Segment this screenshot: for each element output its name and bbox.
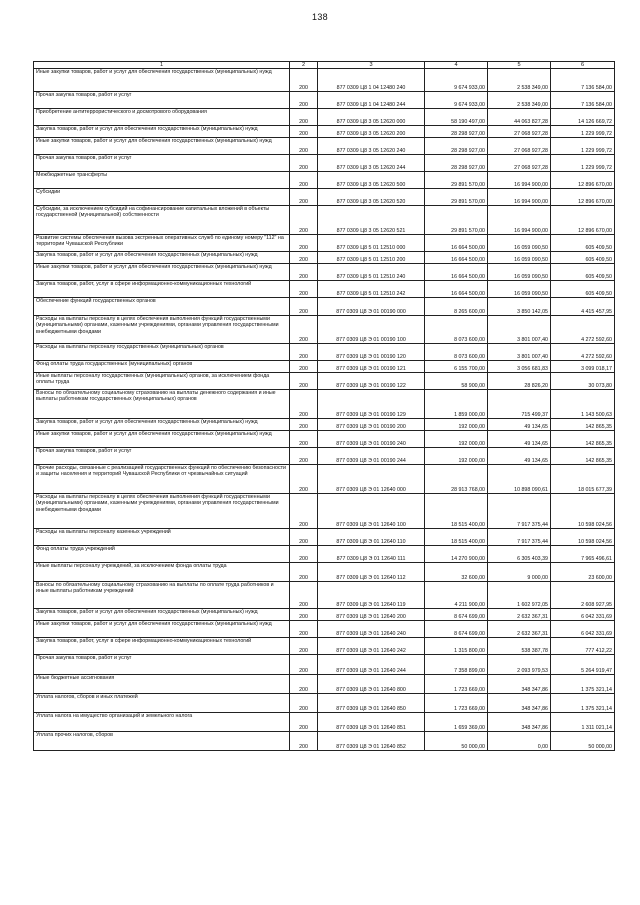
column-header-6: 6 xyxy=(551,62,615,69)
row-remaining-amount-cell: 4 272 592,60 xyxy=(551,316,615,344)
row-code-cell: 200 xyxy=(290,344,318,361)
row-name-cell: Уплата налогов, сборов и иных платежей xyxy=(34,694,290,713)
row-approved-amount-cell: 8 073 600,00 xyxy=(425,344,488,361)
row-approved-amount-cell: 9 674 933,00 xyxy=(425,69,488,92)
row-executed-amount-cell: 348 347,86 xyxy=(488,713,551,732)
row-remaining-amount-cell: 10 598 024,56 xyxy=(551,529,615,546)
row-approved-amount-cell: 8 265 600,00 xyxy=(425,298,488,316)
row-name-cell: Расходы на выплаты персоналу государственных (муниципальных) органов xyxy=(34,344,290,361)
table-row xyxy=(34,126,615,138)
row-executed-amount-cell: 16 059 090,50 xyxy=(488,235,551,252)
row-code-cell: 200 xyxy=(290,252,318,264)
table-row xyxy=(34,732,615,751)
row-executed-amount-cell: 6 305 403,39 xyxy=(488,546,551,563)
table-row xyxy=(34,655,615,675)
row-remaining-amount-cell: 605 409,50 xyxy=(551,281,615,298)
row-executed-amount-cell: 348 347,86 xyxy=(488,694,551,713)
row-name-cell: Взносы по обязательному социальному страхованию на выплаты по оплате труда работников и иные выплаты работникам учреждений xyxy=(34,582,290,609)
row-name-cell: Закупка товаров, работ, услуг в сфере информационно-коммуникационных технологий xyxy=(34,638,290,655)
table-row xyxy=(34,638,615,655)
row-remaining-amount-cell: 2 608 927,95 xyxy=(551,582,615,609)
row-name-cell: Закупка товаров, работ и услуг для обеспечения государственных (муниципальных) нужд xyxy=(34,419,290,431)
table-row xyxy=(34,92,615,109)
row-remaining-amount-cell: 18 015 677,39 xyxy=(551,465,615,494)
table-row xyxy=(34,390,615,419)
table-row xyxy=(34,465,615,494)
row-executed-amount-cell: 49 134,65 xyxy=(488,431,551,448)
row-remaining-amount-cell: 30 073,80 xyxy=(551,373,615,390)
row-classification-code-cell: 877 0309 Ц8 Э 01 00190 240 xyxy=(318,431,425,448)
row-classification-code-cell: 877 0309 Ц8 Э 01 12640 851 xyxy=(318,713,425,732)
row-classification-code-cell: 877 0309 Ц8 Э 01 12640 800 xyxy=(318,675,425,694)
row-code-cell: 200 xyxy=(290,609,318,621)
row-executed-amount-cell: 44 063 827,28 xyxy=(488,109,551,126)
row-name-cell: Фонд оплаты труда государственных (муниципальных) органов xyxy=(34,361,290,373)
row-remaining-amount-cell: 1 229 999,72 xyxy=(551,138,615,155)
row-remaining-amount-cell: 142 865,35 xyxy=(551,431,615,448)
row-name-cell: Иные закупки товаров, работ и услуг для обеспечения государственных (муниципальных) нужд xyxy=(34,264,290,281)
row-approved-amount-cell: 192 000,00 xyxy=(425,419,488,431)
row-executed-amount-cell: 7 917 375,44 xyxy=(488,529,551,546)
row-classification-code-cell: 877 0309 Ц8 Э 01 00190 129 xyxy=(318,390,425,419)
row-remaining-amount-cell: 142 865,35 xyxy=(551,419,615,431)
row-remaining-amount-cell: 605 409,50 xyxy=(551,235,615,252)
table-row xyxy=(34,431,615,448)
row-code-cell: 200 xyxy=(290,494,318,529)
column-header-3: 3 xyxy=(318,62,425,69)
row-approved-amount-cell: 58 900,00 xyxy=(425,373,488,390)
table-row xyxy=(34,373,615,390)
row-executed-amount-cell: 28 826,20 xyxy=(488,373,551,390)
row-approved-amount-cell: 16 664 500,00 xyxy=(425,281,488,298)
row-name-cell: Закупка товаров, работ, услуг в сфере информационно-коммуникационных технологий xyxy=(34,281,290,298)
row-classification-code-cell: 877 0309 Ц8 Э 01 00190 121 xyxy=(318,361,425,373)
row-executed-amount-cell: 715 499,37 xyxy=(488,390,551,419)
row-executed-amount-cell: 3 850 142,05 xyxy=(488,298,551,316)
column-header-4: 4 xyxy=(425,62,488,69)
column-number-header-row xyxy=(34,62,615,69)
row-code-cell: 200 xyxy=(290,155,318,172)
row-approved-amount-cell: 7 358 899,00 xyxy=(425,655,488,675)
row-executed-amount-cell: 7 917 375,44 xyxy=(488,494,551,529)
row-name-cell: Уплата прочих налогов, сборов xyxy=(34,732,290,751)
row-code-cell: 200 xyxy=(290,138,318,155)
row-remaining-amount-cell: 1 375 321,14 xyxy=(551,694,615,713)
row-code-cell: 200 xyxy=(290,316,318,344)
row-approved-amount-cell: 16 664 500,00 xyxy=(425,252,488,264)
row-remaining-amount-cell: 4 272 592,60 xyxy=(551,344,615,361)
row-remaining-amount-cell: 12 896 670,00 xyxy=(551,206,615,235)
row-executed-amount-cell: 3 056 681,83 xyxy=(488,361,551,373)
row-code-cell: 200 xyxy=(290,431,318,448)
row-executed-amount-cell: 16 059 090,50 xyxy=(488,252,551,264)
row-code-cell: 200 xyxy=(290,638,318,655)
row-code-cell: 200 xyxy=(290,281,318,298)
row-classification-code-cell: 877 0309 Ц8 5 01 12510 200 xyxy=(318,252,425,264)
row-classification-code-cell: 877 0309 Ц8 3 05 12620 240 xyxy=(318,138,425,155)
row-name-cell: Межбюджетные трансферты xyxy=(34,172,290,189)
row-name-cell: Расходы на выплаты персоналу в целях обеспечения выполнения функций государственными (муниципальными) органами, казенными учреждениями, органами управления государственными внебюджетными фондами xyxy=(34,316,290,344)
row-approved-amount-cell: 29 891 570,00 xyxy=(425,206,488,235)
row-name-cell: Иные закупки товаров, работ и услуг для обеспечения государственных (муниципальных) нужд xyxy=(34,69,290,92)
page-number: 138 xyxy=(312,12,328,22)
row-approved-amount-cell: 16 664 500,00 xyxy=(425,264,488,281)
row-approved-amount-cell: 28 298 927,00 xyxy=(425,155,488,172)
row-classification-code-cell: 877 0309 Ц8 Э 01 12640 100 xyxy=(318,494,425,529)
row-code-cell: 200 xyxy=(290,109,318,126)
row-approved-amount-cell: 8 073 600,00 xyxy=(425,316,488,344)
row-name-cell: Иные закупки товаров, работ и услуг для обеспечения государственных (муниципальных) нужд xyxy=(34,138,290,155)
row-remaining-amount-cell: 1 375 321,14 xyxy=(551,675,615,694)
row-executed-amount-cell: 10 898 090,61 xyxy=(488,465,551,494)
row-classification-code-cell: 877 0309 Ц8 Э 01 12640 111 xyxy=(318,546,425,563)
row-code-cell: 200 xyxy=(290,373,318,390)
row-classification-code-cell: 877 0309 Ц8 3 05 12620 000 xyxy=(318,109,425,126)
row-approved-amount-cell: 6 155 700,00 xyxy=(425,361,488,373)
row-code-cell: 200 xyxy=(290,713,318,732)
row-executed-amount-cell: 348 347,86 xyxy=(488,675,551,694)
row-approved-amount-cell: 32 600,00 xyxy=(425,563,488,582)
row-approved-amount-cell: 28 913 768,00 xyxy=(425,465,488,494)
row-code-cell: 200 xyxy=(290,529,318,546)
row-remaining-amount-cell: 14 126 669,72 xyxy=(551,109,615,126)
row-remaining-amount-cell: 1 229 999,72 xyxy=(551,126,615,138)
table-row xyxy=(34,546,615,563)
row-remaining-amount-cell: 7 965 496,61 xyxy=(551,546,615,563)
row-classification-code-cell: 877 0309 Ц8 Э 01 12640 119 xyxy=(318,582,425,609)
row-name-cell: Прочая закупка товаров, работ и услуг xyxy=(34,655,290,675)
table-row xyxy=(34,298,615,316)
row-approved-amount-cell: 192 000,00 xyxy=(425,431,488,448)
row-name-cell: Прочая закупка товаров, работ и услуг xyxy=(34,155,290,172)
row-code-cell: 200 xyxy=(290,621,318,638)
row-approved-amount-cell: 1 723 669,00 xyxy=(425,694,488,713)
row-name-cell: Иные закупки товаров, работ и услуг для обеспечения государственных (муниципальных) нужд xyxy=(34,621,290,638)
row-remaining-amount-cell: 605 409,50 xyxy=(551,264,615,281)
row-name-cell: Прочая закупка товаров, работ и услуг xyxy=(34,448,290,465)
row-code-cell: 200 xyxy=(290,69,318,92)
row-executed-amount-cell: 16 059 090,50 xyxy=(488,264,551,281)
row-code-cell: 200 xyxy=(290,655,318,675)
table-row xyxy=(34,494,615,529)
row-name-cell: Иные выплаты персоналу государственных (муниципальных) органов, за исключением фонда оплаты труда xyxy=(34,373,290,390)
row-executed-amount-cell: 16 994 900,00 xyxy=(488,172,551,189)
row-approved-amount-cell: 4 211 900,00 xyxy=(425,582,488,609)
row-classification-code-cell: 877 0309 Ц8 Э 01 00190 200 xyxy=(318,419,425,431)
row-name-cell: Иные закупки товаров, работ и услуг для обеспечения государственных (муниципальных) нужд xyxy=(34,431,290,448)
row-executed-amount-cell: 1 602 972,05 xyxy=(488,582,551,609)
row-classification-code-cell: 877 0309 Ц8 1 04 12480 244 xyxy=(318,92,425,109)
row-code-cell: 200 xyxy=(290,390,318,419)
row-code-cell: 200 xyxy=(290,264,318,281)
row-code-cell: 200 xyxy=(290,582,318,609)
row-classification-code-cell: 877 0309 Ц8 Э 01 12640 850 xyxy=(318,694,425,713)
table-row xyxy=(34,675,615,694)
row-executed-amount-cell: 2 538 349,00 xyxy=(488,92,551,109)
table-row xyxy=(34,252,615,264)
row-name-cell: Взносы по обязательному социальному страхованию на выплаты денежного содержания и иные выплаты работникам государственных (муниципальных) органов xyxy=(34,390,290,419)
row-remaining-amount-cell: 7 136 584,00 xyxy=(551,92,615,109)
row-name-cell: Фонд оплаты труда учреждений xyxy=(34,546,290,563)
row-remaining-amount-cell: 7 136 584,00 xyxy=(551,69,615,92)
row-code-cell: 200 xyxy=(290,546,318,563)
row-approved-amount-cell: 16 664 500,00 xyxy=(425,235,488,252)
row-remaining-amount-cell: 10 598 024,56 xyxy=(551,494,615,529)
row-name-cell: Закупка товаров, работ и услуг для обеспечения государственных (муниципальных) нужд xyxy=(34,609,290,621)
row-classification-code-cell: 877 0309 Ц8 Э 01 12640 240 xyxy=(318,621,425,638)
row-approved-amount-cell: 18 515 400,00 xyxy=(425,494,488,529)
table-row xyxy=(34,189,615,206)
row-code-cell: 200 xyxy=(290,419,318,431)
table-row xyxy=(34,694,615,713)
row-classification-code-cell: 877 0309 Ц8 Э 01 12640 000 xyxy=(318,465,425,494)
table-row xyxy=(34,281,615,298)
table-row xyxy=(34,448,615,465)
table-row xyxy=(34,621,615,638)
row-remaining-amount-cell: 1 143 500,63 xyxy=(551,390,615,419)
row-classification-code-cell: 877 0309 Ц8 1 04 12480 240 xyxy=(318,69,425,92)
row-classification-code-cell: 877 0309 Ц8 3 05 12620 500 xyxy=(318,172,425,189)
row-code-cell: 200 xyxy=(290,448,318,465)
row-executed-amount-cell: 0,00 xyxy=(488,732,551,751)
row-remaining-amount-cell: 6 042 331,69 xyxy=(551,621,615,638)
table-row xyxy=(34,155,615,172)
row-classification-code-cell: 877 0309 Ц8 Э 01 12640 200 xyxy=(318,609,425,621)
row-classification-code-cell: 877 0309 Ц8 3 05 12620 200 xyxy=(318,126,425,138)
row-remaining-amount-cell: 1 311 021,14 xyxy=(551,713,615,732)
table-row xyxy=(34,529,615,546)
row-classification-code-cell: 877 0309 Ц8 Э 01 00190 120 xyxy=(318,344,425,361)
row-name-cell: Развитие системы обеспечения вызова экстренных оперативных служб по единому номеру "112" на территории Чувашской Республики xyxy=(34,235,290,252)
row-executed-amount-cell: 27 068 927,28 xyxy=(488,155,551,172)
table-row xyxy=(34,609,615,621)
row-approved-amount-cell: 1 315 800,00 xyxy=(425,638,488,655)
table-row xyxy=(34,563,615,582)
row-classification-code-cell: 877 0309 Ц8 Э 01 12640 242 xyxy=(318,638,425,655)
row-executed-amount-cell: 49 134,65 xyxy=(488,419,551,431)
budget-execution-table xyxy=(33,61,615,751)
row-executed-amount-cell: 3 801 007,40 xyxy=(488,316,551,344)
row-code-cell: 200 xyxy=(290,172,318,189)
row-remaining-amount-cell: 12 896 670,00 xyxy=(551,189,615,206)
row-approved-amount-cell: 1 659 369,00 xyxy=(425,713,488,732)
row-approved-amount-cell: 28 298 927,00 xyxy=(425,138,488,155)
row-executed-amount-cell: 16 994 900,00 xyxy=(488,189,551,206)
table-row xyxy=(34,361,615,373)
row-code-cell: 200 xyxy=(290,92,318,109)
row-name-cell: Закупка товаров, работ и услуг для обеспечения государственных (муниципальных) нужд xyxy=(34,126,290,138)
row-executed-amount-cell: 2 538 349,00 xyxy=(488,69,551,92)
column-header-1: 1 xyxy=(34,62,290,69)
row-classification-code-cell: 877 0309 Ц8 5 01 12510 000 xyxy=(318,235,425,252)
row-remaining-amount-cell: 5 264 919,47 xyxy=(551,655,615,675)
row-approved-amount-cell: 14 270 900,00 xyxy=(425,546,488,563)
row-approved-amount-cell: 8 674 699,00 xyxy=(425,609,488,621)
row-approved-amount-cell: 192 000,00 xyxy=(425,448,488,465)
row-name-cell: Закупка товаров, работ и услуг для обеспечения государственных (муниципальных) нужд xyxy=(34,252,290,264)
row-name-cell: Приобретение антитеррористического и досмотрового оборудования xyxy=(34,109,290,126)
row-approved-amount-cell: 29 891 570,00 xyxy=(425,172,488,189)
row-classification-code-cell: 877 0309 Ц8 Э 01 12640 244 xyxy=(318,655,425,675)
table-row xyxy=(34,713,615,732)
row-name-cell: Расходы на выплаты персоналу в целях обеспечения выполнения функций государственными (муниципальными) органами, казенными учреждениями, органами управления государственными внебюджетными фондами xyxy=(34,494,290,529)
table-row xyxy=(34,109,615,126)
row-classification-code-cell: 877 0309 Ц8 Э 01 12640 110 xyxy=(318,529,425,546)
row-code-cell: 200 xyxy=(290,298,318,316)
table-row xyxy=(34,138,615,155)
row-code-cell: 200 xyxy=(290,563,318,582)
row-remaining-amount-cell: 23 600,00 xyxy=(551,563,615,582)
row-remaining-amount-cell: 3 099 018,17 xyxy=(551,361,615,373)
table-row xyxy=(34,582,615,609)
table-row xyxy=(34,264,615,281)
row-approved-amount-cell: 9 674 933,00 xyxy=(425,92,488,109)
row-remaining-amount-cell: 142 865,35 xyxy=(551,448,615,465)
table-row xyxy=(34,172,615,189)
row-classification-code-cell: 877 0309 Ц8 Э 01 00190 244 xyxy=(318,448,425,465)
row-code-cell: 200 xyxy=(290,206,318,235)
row-code-cell: 200 xyxy=(290,235,318,252)
row-name-cell: Иные выплаты персоналу учреждений, за исключением фонда оплаты труда xyxy=(34,563,290,582)
row-executed-amount-cell: 49 134,65 xyxy=(488,448,551,465)
row-name-cell: Субсидии xyxy=(34,189,290,206)
table-row xyxy=(34,344,615,361)
row-executed-amount-cell: 2 632 367,31 xyxy=(488,621,551,638)
row-executed-amount-cell: 538 387,78 xyxy=(488,638,551,655)
table-row xyxy=(34,206,615,235)
row-classification-code-cell: 877 0309 Ц8 3 05 12620 244 xyxy=(318,155,425,172)
row-classification-code-cell: 877 0309 Ц8 5 01 12510 242 xyxy=(318,281,425,298)
row-executed-amount-cell: 16 059 090,50 xyxy=(488,281,551,298)
row-remaining-amount-cell: 12 896 670,00 xyxy=(551,172,615,189)
row-name-cell: Субсидии, за исключением субсидий на софинансирование капитальных вложений в объекты государственной (муниципальной) собственности xyxy=(34,206,290,235)
row-remaining-amount-cell: 4 415 457,95 xyxy=(551,298,615,316)
column-header-2: 2 xyxy=(290,62,318,69)
row-remaining-amount-cell: 50 000,00 xyxy=(551,732,615,751)
row-name-cell: Прочая закупка товаров, работ и услуг xyxy=(34,92,290,109)
row-classification-code-cell: 877 0309 Ц8 5 01 12510 240 xyxy=(318,264,425,281)
row-approved-amount-cell: 1 723 669,00 xyxy=(425,675,488,694)
row-classification-code-cell: 877 0309 Ц8 Э 01 00190 100 xyxy=(318,316,425,344)
row-remaining-amount-cell: 6 042 331,69 xyxy=(551,609,615,621)
row-approved-amount-cell: 18 515 400,00 xyxy=(425,529,488,546)
row-name-cell: Иные бюджетные ассигнования xyxy=(34,675,290,694)
row-name-cell: Уплата налога на имущество организаций и земельного налога xyxy=(34,713,290,732)
row-code-cell: 200 xyxy=(290,465,318,494)
row-code-cell: 200 xyxy=(290,126,318,138)
row-executed-amount-cell: 27 068 927,28 xyxy=(488,138,551,155)
row-code-cell: 200 xyxy=(290,732,318,751)
row-approved-amount-cell: 29 891 570,00 xyxy=(425,189,488,206)
row-executed-amount-cell: 3 801 007,40 xyxy=(488,344,551,361)
row-remaining-amount-cell: 777 412,22 xyxy=(551,638,615,655)
row-name-cell: Обеспечение функций государственных органов xyxy=(34,298,290,316)
row-approved-amount-cell: 8 674 699,00 xyxy=(425,621,488,638)
row-code-cell: 200 xyxy=(290,675,318,694)
table-row xyxy=(34,419,615,431)
row-approved-amount-cell: 50 000,00 xyxy=(425,732,488,751)
row-executed-amount-cell: 2 632 367,31 xyxy=(488,609,551,621)
row-executed-amount-cell: 9 000,00 xyxy=(488,563,551,582)
row-classification-code-cell: 877 0309 Ц8 Э 01 00190 000 xyxy=(318,298,425,316)
table-row xyxy=(34,69,615,92)
row-executed-amount-cell: 2 093 979,53 xyxy=(488,655,551,675)
row-remaining-amount-cell: 605 409,50 xyxy=(551,252,615,264)
row-code-cell: 200 xyxy=(290,361,318,373)
row-code-cell: 200 xyxy=(290,189,318,206)
row-approved-amount-cell: 1 859 000,00 xyxy=(425,390,488,419)
row-approved-amount-cell: 58 190 497,00 xyxy=(425,109,488,126)
table-body xyxy=(34,69,615,751)
table-row xyxy=(34,316,615,344)
row-name-cell: Прочие расходы, связанные с реализацией государственных функций по обеспечению безопасности и защиты населения и территорий Чувашской Республики от чрезвычайных ситуаций xyxy=(34,465,290,494)
row-approved-amount-cell: 28 298 927,00 xyxy=(425,126,488,138)
row-classification-code-cell: 877 0309 Ц8 3 05 12620 520 xyxy=(318,189,425,206)
row-classification-code-cell: 877 0309 Ц8 Э 01 12640 852 xyxy=(318,732,425,751)
row-executed-amount-cell: 16 994 900,00 xyxy=(488,206,551,235)
row-remaining-amount-cell: 1 229 999,72 xyxy=(551,155,615,172)
row-executed-amount-cell: 27 068 927,28 xyxy=(488,126,551,138)
row-classification-code-cell: 877 0309 Ц8 Э 01 12640 112 xyxy=(318,563,425,582)
row-classification-code-cell: 877 0309 Ц8 3 05 12620 521 xyxy=(318,206,425,235)
column-header-5: 5 xyxy=(488,62,551,69)
row-name-cell: Расходы на выплаты персоналу казенных учреждений xyxy=(34,529,290,546)
table-row xyxy=(34,235,615,252)
row-classification-code-cell: 877 0309 Ц8 Э 01 00190 122 xyxy=(318,373,425,390)
row-code-cell: 200 xyxy=(290,694,318,713)
